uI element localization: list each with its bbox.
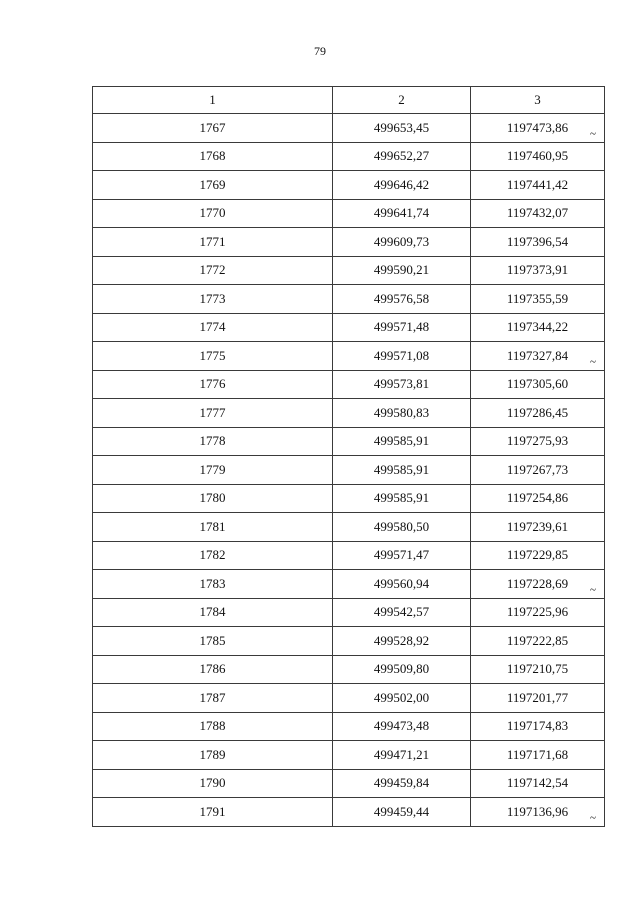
point-number-cell: 1780 [93, 484, 333, 513]
y-coordinate-value: 1197432,07 [506, 205, 569, 221]
x-coordinate-cell: 499585,91 [333, 456, 471, 485]
y-coordinate-cell [471, 598, 605, 627]
y-coordinate-cell [471, 256, 605, 285]
x-coordinate-cell: 499585,91 [333, 484, 471, 513]
table-body [93, 114, 605, 827]
y-coordinate-value: 1197327,84 [506, 347, 569, 363]
table-header [93, 87, 605, 114]
header-row [93, 87, 605, 114]
x-coordinate-cell: 499571,48 [333, 313, 471, 342]
y-coordinate-cell [471, 655, 605, 684]
x-coordinate-cell: 499571,08 [333, 342, 471, 371]
y-coordinate-value: 1197229,85 [506, 547, 569, 563]
y-coordinate-cell [471, 456, 605, 485]
y-coordinate-cell [471, 541, 605, 570]
y-coordinate-value: 1197142,54 [506, 775, 569, 791]
table-row [93, 684, 605, 713]
x-coordinate-cell: 499653,45 [333, 114, 471, 143]
point-number-cell: 1787 [93, 684, 333, 713]
table-row [93, 798, 605, 827]
point-number-cell: 1778 [93, 427, 333, 456]
point-number-cell: 1782 [93, 541, 333, 570]
point-number-cell: 1788 [93, 712, 333, 741]
point-number-cell: 1767 [93, 114, 333, 143]
x-coordinate-cell: 499573,81 [333, 370, 471, 399]
header-col-1: 1 [93, 87, 333, 114]
table-row [93, 114, 605, 143]
x-coordinate-cell: 499585,91 [333, 427, 471, 456]
table-row [93, 171, 605, 200]
x-coordinate-cell: 499571,47 [333, 541, 471, 570]
x-coordinate-cell: 499509,80 [333, 655, 471, 684]
point-number-cell: 1776 [93, 370, 333, 399]
table-row [93, 427, 605, 456]
table-row [93, 712, 605, 741]
x-coordinate-cell: 499528,92 [333, 627, 471, 656]
y-coordinate-value: 1197225,96 [506, 604, 569, 620]
table-row [93, 256, 605, 285]
point-number-cell: 1790 [93, 769, 333, 798]
x-coordinate-cell: 499609,73 [333, 228, 471, 257]
y-coordinate-value: 1197460,95 [506, 148, 569, 164]
y-coordinate-cell [471, 741, 605, 770]
y-coordinate-value: 1197239,61 [506, 518, 569, 534]
x-coordinate-cell: 499459,84 [333, 769, 471, 798]
y-coordinate-value: 1197228,69 [506, 575, 569, 591]
y-coordinate-value: 1197373,91 [506, 262, 569, 278]
x-coordinate-cell: 499560,94 [333, 570, 471, 599]
table-row [93, 541, 605, 570]
x-coordinate-cell: 499576,58 [333, 285, 471, 314]
y-coordinate-cell [471, 570, 605, 599]
y-coordinate-value: 1197344,22 [506, 319, 569, 335]
table-row [93, 142, 605, 171]
tick-mark: ~ [590, 584, 596, 596]
table-row [93, 655, 605, 684]
point-number-cell: 1784 [93, 598, 333, 627]
point-number-cell: 1785 [93, 627, 333, 656]
y-coordinate-value: 1197136,96 [506, 803, 569, 819]
y-coordinate-cell [471, 427, 605, 456]
table-row [93, 399, 605, 428]
point-number-cell: 1768 [93, 142, 333, 171]
y-coordinate-value: 1197286,45 [506, 404, 569, 420]
y-coordinate-value: 1197171,68 [506, 746, 569, 762]
y-coordinate-value: 1197305,60 [506, 376, 569, 392]
y-coordinate-cell [471, 627, 605, 656]
y-coordinate-cell [471, 342, 605, 371]
point-number-cell: 1789 [93, 741, 333, 770]
table-row [93, 456, 605, 485]
coordinates-table [92, 86, 605, 827]
table-row [93, 513, 605, 542]
table-row [93, 570, 605, 599]
table-row [93, 342, 605, 371]
y-coordinate-value: 1197396,54 [506, 233, 569, 249]
y-coordinate-cell [471, 171, 605, 200]
y-coordinate-cell [471, 285, 605, 314]
y-coordinate-value: 1197174,83 [506, 718, 569, 734]
point-number-cell: 1769 [93, 171, 333, 200]
y-coordinate-cell [471, 769, 605, 798]
x-coordinate-cell: 499542,57 [333, 598, 471, 627]
tick-mark: ~ [590, 356, 596, 368]
table-row [93, 598, 605, 627]
x-coordinate-cell: 499580,83 [333, 399, 471, 428]
point-number-cell: 1779 [93, 456, 333, 485]
x-coordinate-cell: 499473,48 [333, 712, 471, 741]
table-row [93, 769, 605, 798]
point-number-cell: 1773 [93, 285, 333, 314]
x-coordinate-cell: 499580,50 [333, 513, 471, 542]
table-row [93, 199, 605, 228]
y-coordinate-value: 1197473,86 [506, 119, 569, 135]
y-coordinate-cell [471, 399, 605, 428]
x-coordinate-cell: 499646,42 [333, 171, 471, 200]
x-coordinate-cell: 499471,21 [333, 741, 471, 770]
y-coordinate-cell [471, 712, 605, 741]
point-number-cell: 1783 [93, 570, 333, 599]
y-coordinate-value: 1197254,86 [506, 490, 569, 506]
tick-mark: ~ [590, 812, 596, 824]
point-number-cell: 1770 [93, 199, 333, 228]
table-row [93, 741, 605, 770]
y-coordinate-value: 1197275,93 [506, 433, 569, 449]
tick-mark: ~ [590, 128, 596, 140]
header-col-3: 3 [471, 87, 605, 114]
y-coordinate-cell [471, 114, 605, 143]
y-coordinate-value: 1197441,42 [506, 176, 569, 192]
x-coordinate-cell: 499459,44 [333, 798, 471, 827]
table-row [93, 627, 605, 656]
y-coordinate-cell [471, 313, 605, 342]
table-row [93, 484, 605, 513]
header-col-2: 2 [333, 87, 471, 114]
point-number-cell: 1786 [93, 655, 333, 684]
y-coordinate-cell [471, 513, 605, 542]
page-number: 79 [314, 44, 326, 58]
point-number-cell: 1774 [93, 313, 333, 342]
y-coordinate-cell [471, 370, 605, 399]
y-coordinate-cell [471, 684, 605, 713]
point-number-cell: 1771 [93, 228, 333, 257]
y-coordinate-value: 1197201,77 [506, 689, 569, 705]
y-coordinate-value: 1197355,59 [506, 290, 569, 306]
table-row [93, 370, 605, 399]
x-coordinate-cell: 499502,00 [333, 684, 471, 713]
point-number-cell: 1791 [93, 798, 333, 827]
y-coordinate-cell [471, 798, 605, 827]
point-number-cell: 1772 [93, 256, 333, 285]
x-coordinate-cell: 499652,27 [333, 142, 471, 171]
y-coordinate-value: 1197210,75 [506, 661, 569, 677]
point-number-cell: 1781 [93, 513, 333, 542]
y-coordinate-value: 1197267,73 [506, 461, 569, 477]
point-number-cell: 1775 [93, 342, 333, 371]
table-row [93, 313, 605, 342]
x-coordinate-cell: 499641,74 [333, 199, 471, 228]
y-coordinate-cell [471, 484, 605, 513]
y-coordinate-cell [471, 228, 605, 257]
y-coordinate-cell [471, 199, 605, 228]
y-coordinate-cell [471, 142, 605, 171]
x-coordinate-cell: 499590,21 [333, 256, 471, 285]
table-row [93, 228, 605, 257]
point-number-cell: 1777 [93, 399, 333, 428]
table-row [93, 285, 605, 314]
y-coordinate-value: 1197222,85 [506, 632, 569, 648]
